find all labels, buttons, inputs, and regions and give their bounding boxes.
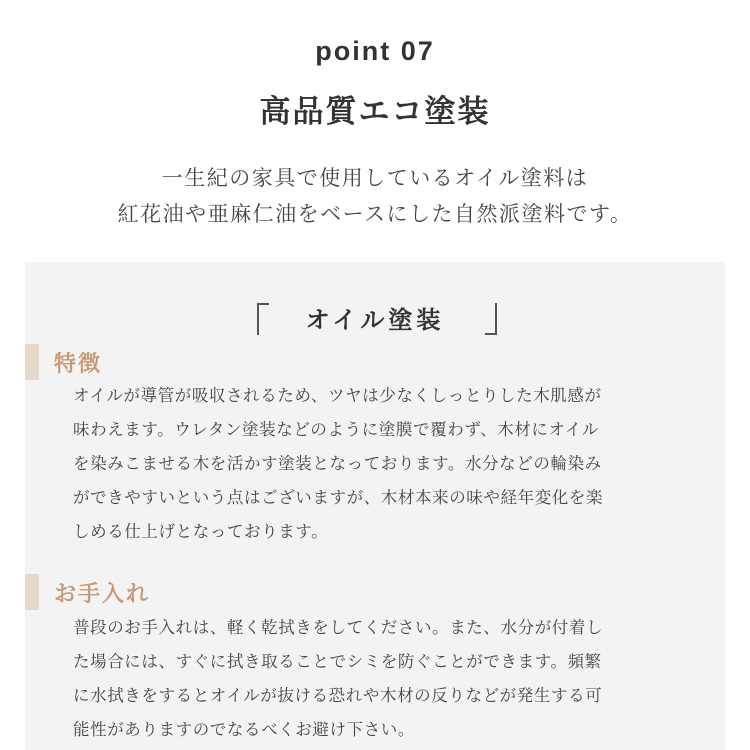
care-line: 普段のお手入れは、軽く乾拭きをしてください。また、水分が付着し: [73, 618, 604, 637]
intro-text: [0, 160, 750, 232]
page-title: 高品質エコ塗装: [259, 94, 491, 130]
features-body: [73, 379, 703, 549]
features-line: オイルが導管が吸収されるため、ツヤは少なくしっとりした木肌感が: [73, 386, 602, 405]
features-heading: [25, 344, 102, 380]
features-line: 味わえます。ウレタン塗装などのように塗膜で覆わず、木材にオイル: [73, 420, 599, 439]
care-line: た場合には、すぐに拭き取ることでシミを防ぐことができます。頻繁: [73, 652, 602, 671]
features-line: を染みこませる木を活かす塗装となっております。水分などの輪染み: [73, 454, 602, 473]
close-bracket-icon: [485, 303, 497, 335]
heading-bar-icon: [25, 344, 39, 380]
care-heading: [25, 574, 150, 610]
intro-line: 一生紀の家具で使用しているオイル塗料は: [161, 166, 589, 190]
features-heading-text: 特徴: [54, 351, 103, 377]
heading-bar-icon: [25, 574, 39, 610]
care-line: に水拭きをするとオイルが抜ける恐れや木材の反りなどが発生する可: [73, 686, 603, 705]
intro-line: 紅花油や亜麻仁油をベースにした自然派塗料です。: [117, 202, 633, 226]
care-heading-text: お手入れ: [54, 581, 151, 607]
point-label: point 07: [315, 36, 435, 66]
care-body: [73, 611, 703, 747]
panel-heading: オイル塗装: [305, 306, 445, 334]
features-line: ができやすいという点はございますが、木材本来の味や経年変化を楽: [73, 488, 604, 507]
features-line: しめる仕上げとなっております。: [73, 522, 329, 541]
care-line: 能性がありますのでなるべくお避け下さい。: [73, 720, 415, 739]
oil-finish-panel: [25, 262, 725, 750]
